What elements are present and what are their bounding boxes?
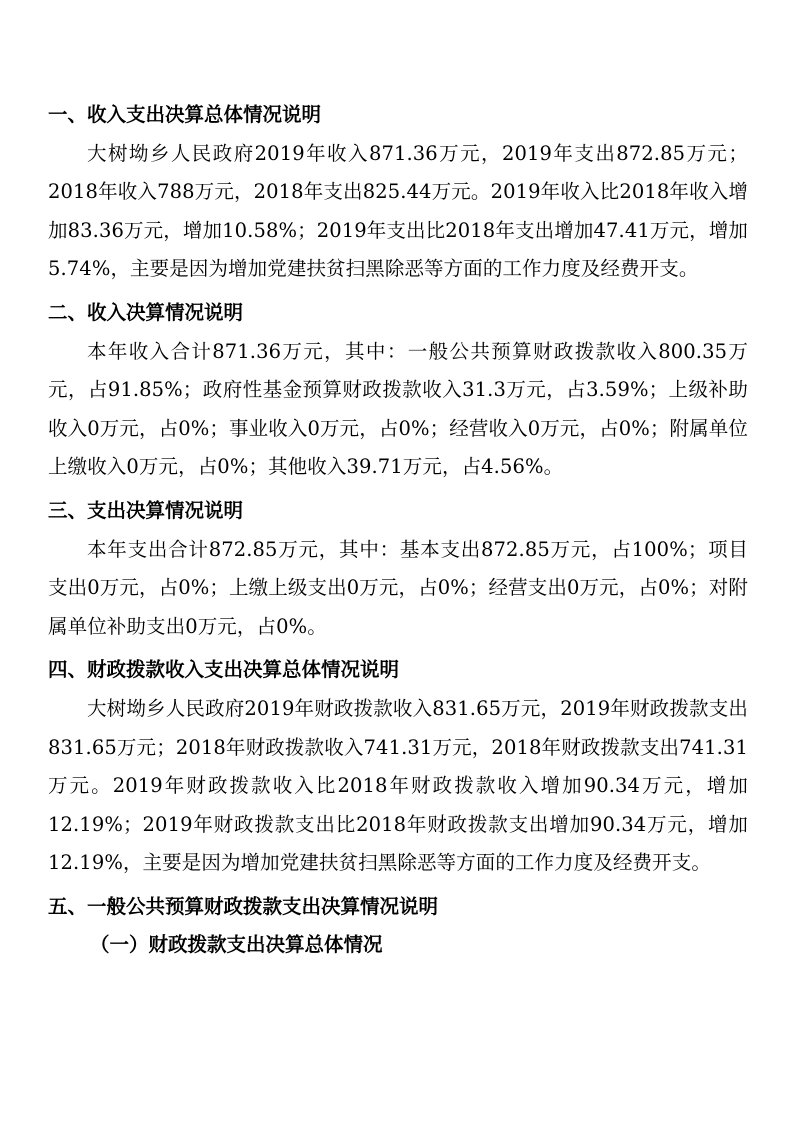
subsection-heading-allocation-overview: （一）财政拨款支出决算总体情况: [90, 933, 383, 957]
section-paragraph-income: 本年收入合计871.36万元，其中：一般公共预算财政拨款收入800.35万元，占91.85%；政府性基金预算财政拨款收入31.3万元，占3.59%；上级补助收入0万元，占0%；事业收入0万元，占0%；经营收入0万元，占0%；附属单位上缴收入0万元，占0%；其他收入39.71万元，占4.56%。: [48, 339, 748, 479]
section-heading-fiscal-allocation: 四、财政拨款收入支出决算总体情况说明: [48, 658, 400, 682]
document-body: [48, 96, 748, 965]
section-paragraph-fiscal-allocation: 大树坳乡人民政府2019年财政拨款收入831.65万元，2019年财政拨款支出831.65万元；2018年财政拨款收入741.31万元，2018年财政拨款支出741.31万元。2019年财政拨款收入比2018年财政拨款收入增加90.34万元，增加12.19%；2019年财政拨款支出比2018年财政拨款支出增加90.34万元，增加12.19%，主要是因为增加党建扶贫扫黑除恶等方面的工作力度及经费开支。: [48, 696, 748, 875]
section-heading-expenditure: 三、支出决算情况说明: [48, 498, 244, 522]
section-paragraph-income-expenditure-overview: 大树坳乡人民政府2019年收入871.36万元，2019年支出872.85万元；2018年收入788万元，2018年支出825.44万元。2019年收入比2018年收入增加83.36万元，增加10.58%；2019年支出比2018年支出增加47.41万元，增加5.74%，主要是因为增加党建扶贫扫黑除恶等方面的工作力度及经费开支。: [48, 141, 748, 281]
section-paragraph-expenditure: 本年支出合计872.85万元，其中：基本支出872.85万元，占100%；项目支出0万元，占0%；上缴上级支出0万元，占0%；经营支出0万元，占0%；对附属单位补助支出0万元，占0%。: [48, 537, 748, 638]
section-heading-general-public-budget: 五、一般公共预算财政拨款支出决算情况说明: [48, 894, 439, 918]
section-heading-income: 二、收入决算情况说明: [48, 300, 244, 324]
section-heading-income-expenditure-overview: 一、收入支出决算总体情况说明: [48, 103, 322, 126]
